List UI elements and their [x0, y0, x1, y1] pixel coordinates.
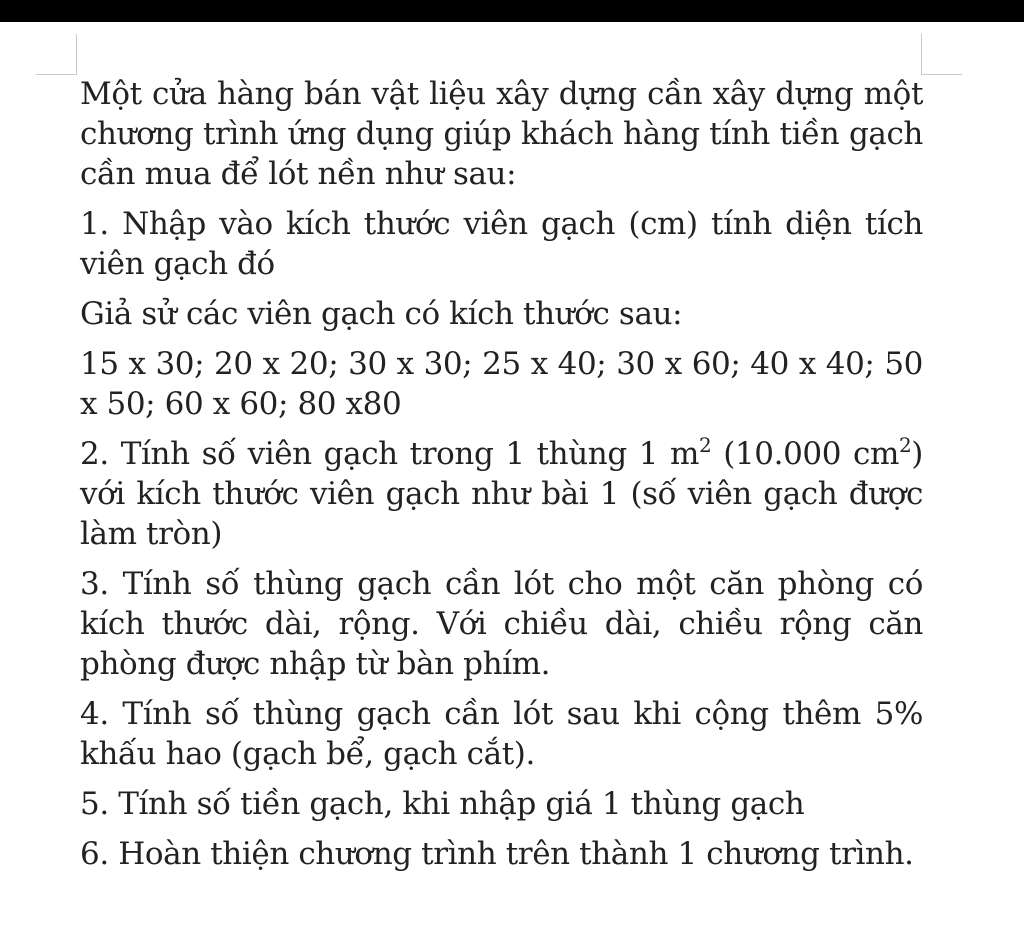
- intro-paragraph: Một cửa hàng bán vật liệu xây dựng cần xây dựng một chương trình ứng dụng giúp khách hàng tính tiền gạch cần mua để lót nền như sau:: [80, 76, 923, 192]
- top-bar: [0, 0, 1024, 22]
- item-2-text-1: 2. Tính số viên gạch trong 1 thùng 1 m: [80, 436, 700, 472]
- assumption-paragraph: Giả sử các viên gạch có kích thước sau:: [80, 296, 683, 332]
- item-1-paragraph: 1. Nhập vào kích thước viên gạch (cm) tính diện tích viên gạch đó: [80, 206, 923, 282]
- tile-sizes-paragraph: 15 x 30; 20 x 20; 30 x 30; 25 x 40; 30 x 60; 40 x 40; 50 x 50; 60 x 60; 80 x80: [80, 346, 923, 422]
- superscript-squared-1: 2: [699, 432, 712, 457]
- item-2-text-3: ) với kích thước viên gạch như bài 1 (số viên gạch được làm tròn): [80, 436, 923, 552]
- item-5-paragraph: 5. Tính số tiền gạch, khi nhập giá 1 thùng gạch: [80, 786, 805, 822]
- superscript-squared-2: 2: [898, 432, 912, 457]
- item-4-paragraph: 4. Tính số thùng gạch cần lót sau khi cộng thêm 5% khấu hao (gạch bể, gạch cắt).: [80, 696, 923, 772]
- document-body[interactable]: [80, 74, 923, 884]
- item-6-paragraph: 6. Hoàn thiện chương trình trên thành 1 chương trình.: [80, 836, 914, 872]
- item-2-text-2: (10.000 cm: [711, 436, 899, 472]
- crop-mark-top-right: [921, 34, 962, 75]
- document-page: [0, 22, 1024, 942]
- item-2-paragraph: [80, 434, 923, 554]
- crop-mark-top-left: [36, 34, 77, 75]
- item-3-paragraph: 3. Tính số thùng gạch cần lót cho một căn phòng có kích thước dài, rộng. Với chiều dài, chiều rộng căn phòng được nhập từ bàn phím.: [80, 566, 923, 682]
